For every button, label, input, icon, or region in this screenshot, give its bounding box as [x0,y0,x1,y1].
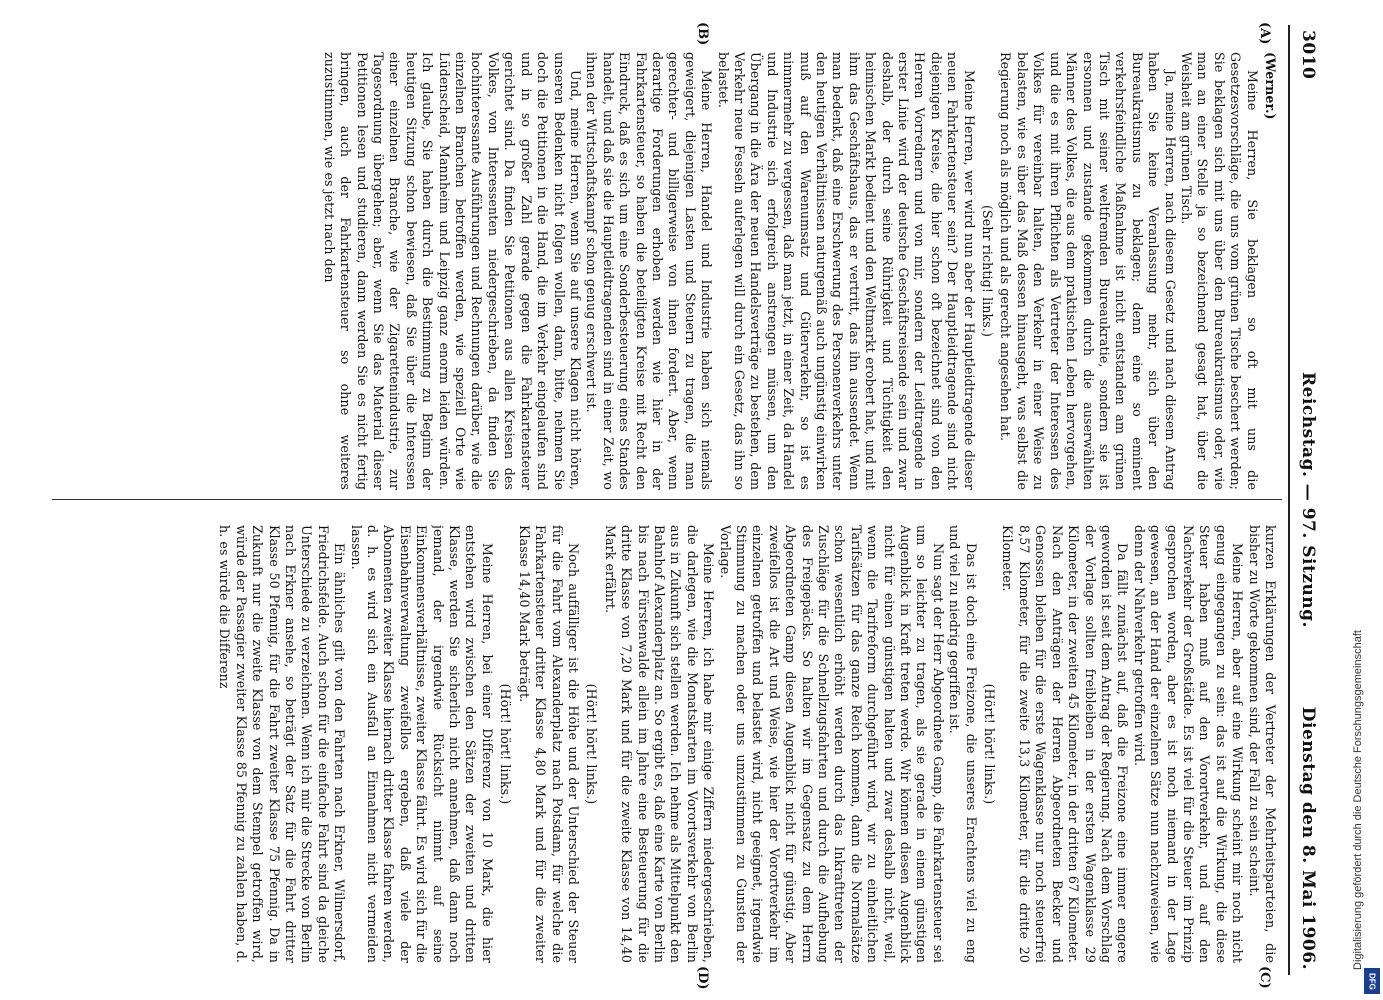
margin-letter-d: (D) [695,966,710,990]
paragraph: Meine Herren, aber auf eine Wirkung scheint mir noch nicht genug eingegangen zu sein: das ist auf die Wirkung, die diese Steuer haben muß auf den Vorortverkehr, und auf den Nachverkehr der Großstädte. Es ist viel für die Steuer im Prinzip gesprochen worden, aber es ist noch niemand in der Lage gewesen, an der Hand der einzelnen Sätze nun nachzuweisen, wie denn der Nahverkehr getroffen wird. [1131,525,1246,963]
session-date: Dienstag den 8. Mai 1906. [1298,706,1318,970]
paragraph: Ja, meine Herren, nach diesem Gesetz und nach diesem Antrag haben Sie keine Veranlassung mehr, sich über den Bureaukratismus zu beklagen; denn eine so eminent verkehrsfeindliche Maßnahme ist nicht entstanden am grünen Tisch mit seiner weltfremden Bureaukratie, sondern sie ist ersonnen und zustande gekommen durch die auserwählten Männer des Volkes, die aus dem praktischen Leben hervorgehen, und die es mit ihren Pflichten als Vertreter der Interessen des Volkes für vereinbar halten, den Verkehr in einer Weise zu belasten, wie es über das Maß dessen hinausgeht, was selbst die Regierung noch als möglich und als gerecht angesehen hat. [998,52,1178,490]
running-title: Reichstag. — 97. Sitzung. [1298,372,1318,628]
paragraph: Meine Herren, bei einer Differenz von 10 Mark, die hier entstehen wird zwischen den Sätzen der zweiten und dritten Klasse, werden Sie sicherlich nicht annehmen, daß dann noch jemand, der irgendwie Rücksicht nimmt auf seine Einkommensverhältnisse, zweiter Klasse fährt. Es wird sich für die Eisenbahnverwaltung zweifellos ergeben, daß viele der Abonnenten zweiter Klasse hiernach dritter Klasse fahren werden, d. h. es wird sich ein Ausfall an Einnahmen nicht vermeiden lassen. [348,525,495,963]
margin-letter-b: (B) [695,22,710,46]
interjection: (Hört! hört! links.) [982,683,998,805]
paragraph: Das ist doch eine Freizone, die unseres Erachtens viel zu eng und viel zu niedrig gegriffen ist. [947,525,979,963]
paragraph: kurzen Erklärungen der Vertreter der Mehrheitsparteien, die bisher zu Worte gekommen sind, der Fall zu sein scheint. [1246,525,1278,963]
margin-letter-a: (A) [1257,22,1272,45]
digitization-credit: Digitalisierung gefördert durch die Deutsche Forschungsgemeinschaft [1352,630,1364,970]
right-column [58,525,1278,963]
paragraph: Ein ähnliches gilt von den Fahrten nach Erkner, Wilmersdorf, Friedrichsfelde. Auch schon für die einfache Fahrt sind da gleiche Unterschiede zu verzeichnen. Wenn ich mir die Strecke von Berlin nach Erkner ansehe, so beträgt der Satz für die Fahrt dritter Klasse 50 Pfennig, für die Fahrt zweiter Klasse 75 Pfennig. Da in Zukunft nur die zweite Klasse von dem Stempel getroffen wird, würde der Passagier zweiter Klasse 85 Pfennig zu zahlen haben, d. h. es würde die Differenz [217,525,348,963]
speaker-name: (Werner.) [1263,52,1278,120]
interjection: (Sehr richtig! links.) [980,205,996,337]
paragraph: Meine Herren, wer wird nun aber der Hauptleidtragende dieser neuen Fahrkartensteuer sein? Der Hauptleidtragende sind nicht diejenigen Kreise, die hier schon oft bezeichnet sind von den Herren Vorrednern und von mir, sondern der Leidtragende in erster Linie wird der deutsche Geschäftsreisende sein und zwar deshalb, der durch seine Rührigkeit und Tüchtigkeit den heimischen Markt bedient und den Weltmarkt erobert hat, und mit ihm das Geschäftshaus, das er vertritt, das ihn aussendet. Wenn man bedenkt, daß eine Erschwerung des Personenverkehrs unter den heutigen Verhältnissen naturgemäß auch ungünstig einwirken muß auf den Warenumsatz und Güterverkehr, so ist es nimmermehr zu vergessen, daß man jetzt, in einer Zeit, da Handel und Industrie sich erfolgreich anstrengen müssen, um den Übergang in die Ära der neuen Handelsverträge zu bestehen, dem Verkehr neue Fesseln auferlegen will durch ein Gesetz, das ihn so belastet. [715,52,977,490]
interjection: (Hört! hört! links.) [584,683,600,805]
left-column [58,52,1278,490]
paragraph: Noch auffälliger ist die Höhe und der Unterschied der Steuer für die Fahrt vom Alexanderplatz nach Potsdam, für welche die Fahrkartensteuer dritter Klasse 4,80 Mark und für die zweiter Klasse 14,40 Mark beträgt. [516,525,581,963]
paragraph: Und, meine Herren, wenn Sie auf unsere Klagen nicht hören, unseren Bedenken nicht folgen wollen, dann, bitte, nehmen Sie doch die Petitionen in die Hand, die im Verkehr eingelaufen sind und in so großer Zahl gerade gegen die Fahrkartensteuer gerichtet sind. Da finden Sie Petitionen aus allen Kreisen des Volkes, von Interessenten niedergeschrieben, da finden Sie hochinteressante Ausführungen und Rechnungen darüber, wie die einzelnen Branchen betroffen werden, wie speziell Orte wie Lüdenscheid, Mannheim und Leipzig ganz enorm leiden würden. Ich glaube, Sie haben durch die Bestimmung zu Beginn der heutigen Sitzung schon bewiesen, daß Sie über die Interessen einer einzelnen Branche, wie der Zigarettenindustrie, zur Tagesordnung übergehen; aber, wenn Sie das Material dieser Petitionen lesen und studieren, dann werden Sie es nicht fertig bringen, auch der Fahrkartensteuer so ohne weiteres zuzustimmen, wie es jetzt nach den [321,52,583,490]
interjection: (Hört! hört! links.) [498,683,514,805]
column-divider [52,499,1282,500]
paragraph: Meine Herren, ich habe mir einige Ziffern niedergeschrieben, die darlegen, wie die Monatskarten im Vorortsverkehr von Berlin aus in Zukunft sich stellen werden. Ich nehme als Mittelpunkt den Bahnhof Alexanderplatz an. So ergibt es, daß eine Karte von Berlin bis nach Fürstenwalde allein im Jahre eine Besteuerung für die dritte Klasse von 7,20 Mark und für die zweite Klasse von 14,40 Mark erfährt. [602,525,717,963]
header-rule [1288,25,1290,975]
page-number: 3010 [1298,30,1318,80]
paragraph: Da fällt zunächst auf, daß die Freizone eine immer engere geworden ist seit dem Antrag der Regierung. Nach dem Vorschlag der Vorlage sollten freibleiben in der ersten Wagenklasse 29 Kilometer, in der zweiten 45 Kilometer, in der dritten 67 Kilometer. Nach den Anträgen der Herren Abgeordneten Becker und Genossen bleiben für die erste Wagenklasse nur noch steuerfrei 8,57 Kilometer, für die zweite 13,3 Kilometer, für die dritte 20 Kilometer. [1000,525,1131,963]
paragraph: Meine Herren, Handel und Industrie haben sich niemals geweigert, diejenigen Lasten und Steuern zu tragen, die man gerechter- und billigerweise von ihnen fordert. Aber, wenn derartige Forderungen erhoben werden wie hier in der Fahrkartensteuer, so haben die beteiligten Kreise mit Recht den Eindruck, daß es sich um eine Sonderbesteuerung eines Standes handelt, und daß sie die Hauptleidtragenden sind in einer Zeit, wo ihnen der Wirtschaftskampf schon genug erschwert ist. [584,52,715,490]
page-header [1288,30,1318,970]
scanned-page [30,0,1330,1000]
paragraph: Nun sagt der Herr Abgeordnete Gamp, die Fahrkartensteuer sei um so leichter zu tragen, als sie gerade in einem günstigen Augenblick in Kraft treten werde. Wir können diesen Augenblick nicht für einen günstigen halten und zwar deshalb nicht, weil, wenn die Tarifreform durchgeführt wird, wir zu einheitlichen Tarifsätzen für das ganze Reich kommen, dann die Normalsätze schon wesentlich erhöht werden durch das Inkrafttreten der Zuschläge für die Schnellzugsfahrten und durch die Aufhebung des Freigepäcks. So halten wir im Gegensatz zu dem Herrn Abgeordneten Gamp diesen Augenblick nicht für günstig. Aber zweifellos ist die Art und Weise, wie hier der Vorortverkehr im einzelnen getroffen und belastet wird, nicht geeignet, irgendwie Stimmung zu machen oder uns umzustimmen zu Gunsten der Vorlage. [717,525,946,963]
dfg-logo-icon: DFG [1364,968,1380,994]
paragraph: Meine Herren, Sie beklagen so oft mit uns die Gesetzesvorschläge, die uns vom grünen Tische beschert werden; Sie beklagen sich mit uns über den Bureaukratismus oder, wie man an einer Stelle ja so bezeichnend gesagt hat, über die Weisheit am grünen Tisch. [1178,52,1260,490]
margin-letter-c: (C) [1257,966,1272,989]
